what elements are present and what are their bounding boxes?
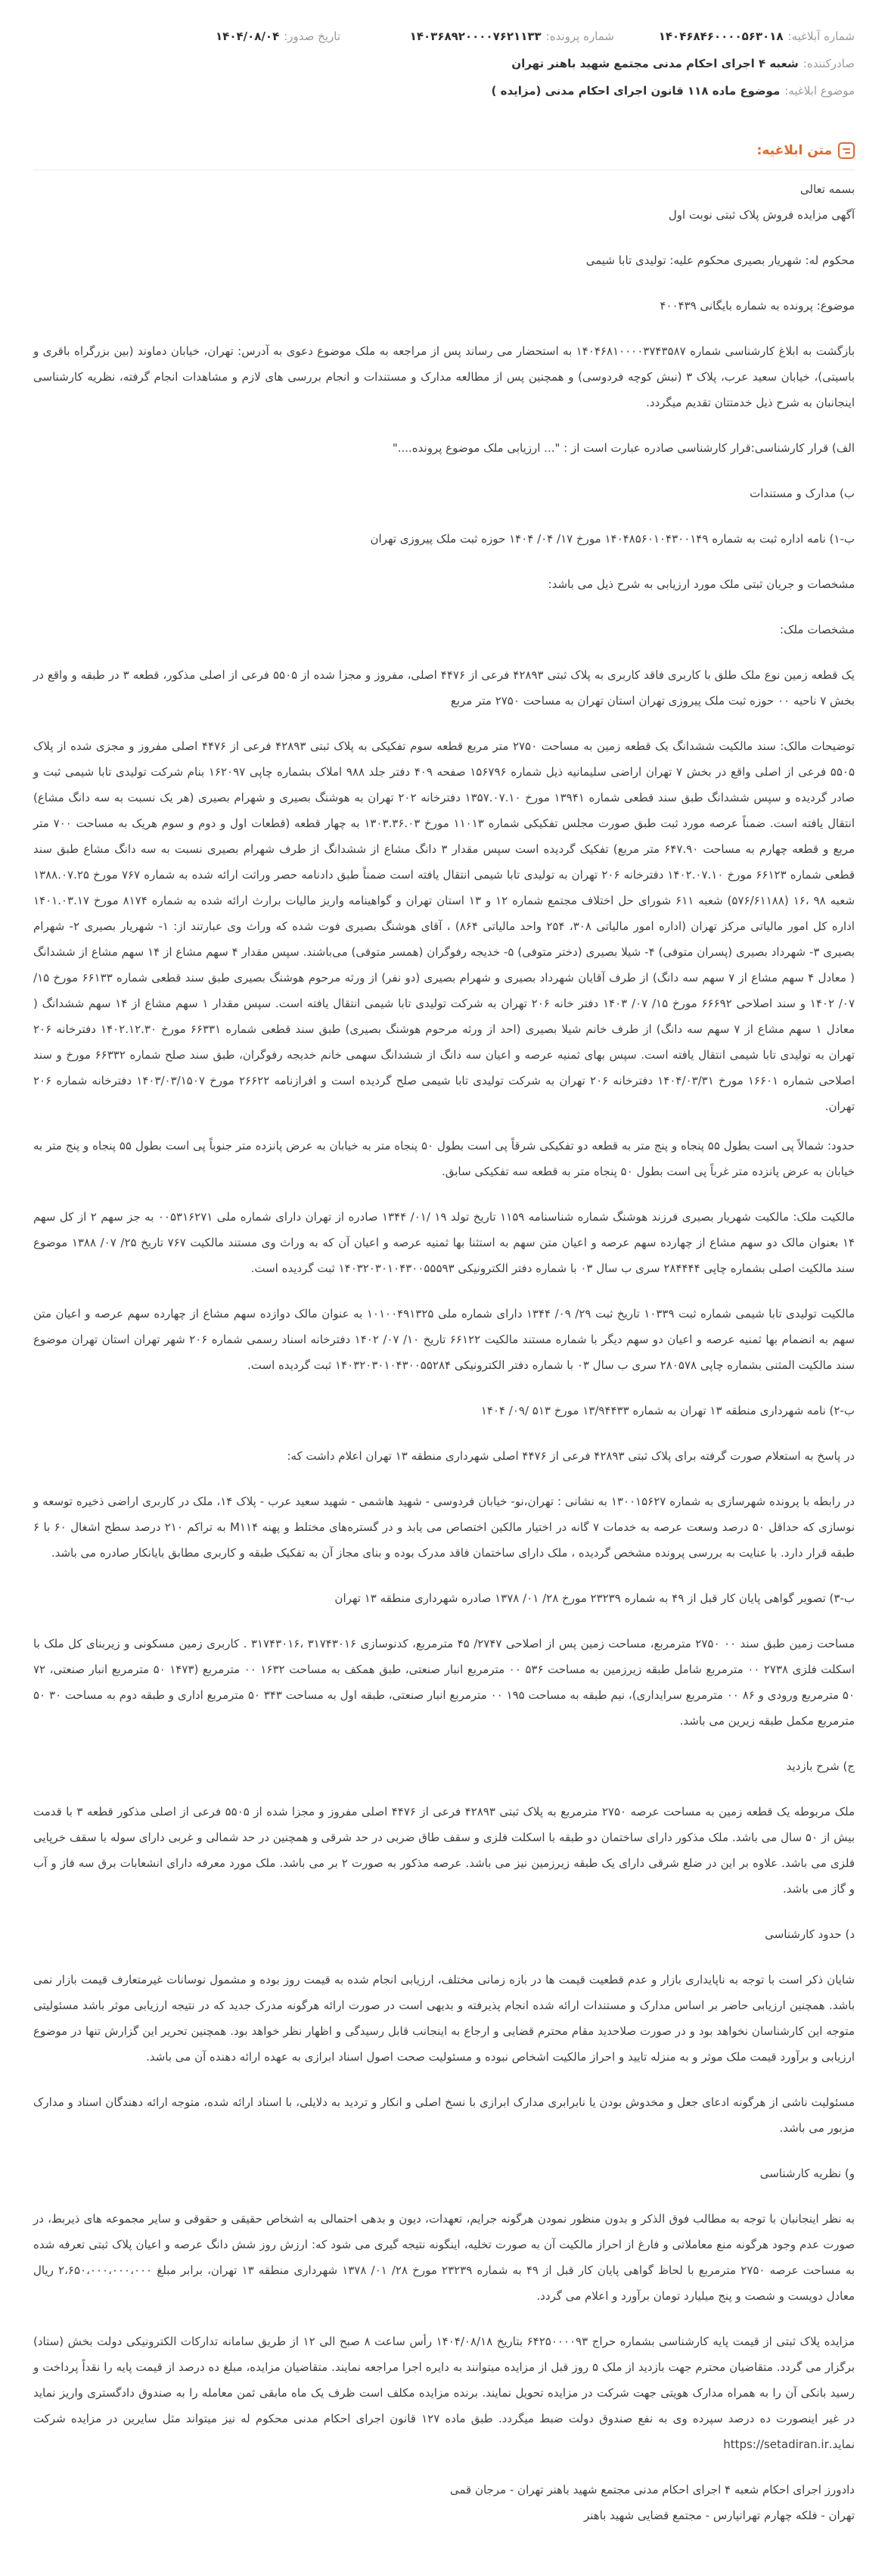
paragraph-owner-description: توضیحات مالک: سند مالکیت ششدانگ یک قطعه زمین به مساحت ۲۷۵۰ متر مربع قطعه سوم تفکیکی به پلاک ثبتی ۴۲۸۹۳ فرعی از ۴۴۷۶ اصلی مفروز و مجزی شده از پلاک ۵۵۰۵ فرعی از اصلی واقع در بخش ۷ تهران اراضی سلیمانیه ذیل شماره ۱۵۶۷۹۶ صفحه ۴۰۹ دفتر جلد ۹۸۸ املاک بشماره چاپی ۱۶۲۰۹۷ بنام شرکت تولیدی تابا شیمی ثبت و صادر گردیده و سپس ششدانگ طبق سند قطعی شماره ۱۳۹۴۱ مورخ ۱۳۵۷.۰۷.۱۰ دفترخانه ۲۰۲ تهران به هوشنگ بصیری و شهرام بصیری (هر یک نسبت به سه دانگ مشاع) انتقال یافته است. ضمناً عرصه مورد ثبت طبق صورت مجلس تفکیکی شماره ۱۱۰۱۳ مورخ ۱۳۰۳.۳۶.۰۳ به چهار قطعه (قطعات اول و دوم و سوم هریک به مساحت ۷۰۰ متر مربع و قطعه چهارم به مساحت ۶۴۷.۹۰ متر مربع) تفکیک گردیده است سپس مقدار ۳ دانگ مشاع از ششدانگ از طرف شهرام بصیری نسبت به سه دانگ مشاع طبق سند قطعی شماره ۶۶۱۲۳ مورخ ۱۴۰۲.۰۷.۱۰ دفترخانه ۲۰۶ تهران به تولیدی تابا شیمی انتقال یافته است ضمناً طبق دادنامه حصر وراثت ارائه شده به شماره ۷۶۷ مورخ ۱۳۸۸.۰۷.۲۵ شعبه ۹۸ ،۱۶ (۵۷۶/۶۱۱۸۸) شعبه ۶۱۱ شورای حل اختلاف مجتمع شماره ۱۲ و ۱۳ استان تهران و گواهینامه واریز مالیات برارث ارائه شده به شماره ۸۱۷۴ مورخ ۱۴۰۱.۰۳.۱۷ اداره کل امور مالیاتی مرکز تهران (اداره امور مالیاتی ۳۰۸، ۲۵۴ واحد مالیاتی ۸۶۴) ، آقای هوشنگ بصیری فوت شده که وراث وی عبارتند از: ۱- شهریار بصیری ۲- شهرام بصیری ۳- شهرداد بصیری (پسران متوفی) ۴- شیلا بصیری (دختر متوفی) ۵- خدیجه رفوگران (همسر متوفی) می‌باشند. سپس مقدار ۴ سهم مشاع از ۱۴ سهم مشاع از ششدانگ ( معادل ۴ سهم مشاع از ۷ سهم سه دانگ) از طرف آقایان شهرداد بصیری و شهرام بصیری (دو نفر) از ورثه مرحوم هوشنگ بصیری طبق سند قطعی شماره ۶۶۱۳۳ مورخ ۱۵/ ۰۷/ ۱۴۰۲ و سند اصلاحی ۶۶۶۹۲ مورخ ۱۵/ ۰۷/ ۱۴۰۳ دفتر خانه ۲۰۶ تهران به شرکت تولیدی تابا شیمی انتقال یافته است. سپس مقدار ۱ سهم مشاع از ۱۴ سهم ششدانگ ( معادل ۱ سهم مشاع از ۷ سهم سه دانگ) از طرف خانم شیلا بصیری (احد از ورثه مرحوم هوشنگ بصیری) طبق سند قطعی شماره ۶۶۳۳۱ مورخ ۱۴۰۲.۱۲.۳۰ دفترخانه ۲۰۶ تهران به تولیدی تابا شیمی انتقال یافته است. سپس بهای ثمنیه عرصه و اعیان سه دانگ از ششدانگ سهمی خانم خدیجه رفوگران، طبق سند صلح شماره ۶۶۳۳۲ مورخ و سند اصلاحی شماره ۱۶۶۰۱ مورخ ۱۴۰۴/۰۳/۳۱ دفترخانه ۲۰۶ تهران به شرکت تولیدی تابا شیمی صلح گردیده است و افرازنامه ۲۶۶۲۲ مورخ ۱۴۰۳/۰۳/۱۵۰۷ دفترخانه شماره ۲۰۶ تهران.: [33, 739, 855, 1113]
paragraph-property-specs: یک قطعه زمین نوع ملک طلق با کاربری فاقد کاربری به پلاک ثبتی ۴۲۸۹۳ فرعی از ۴۴۷۶ اصلی، مفروز و مجزا شده از ۵۵۰۵ فرعی از اصلی مذکور، قطعه ۳ در طبقه و واقع در بخش ۷ ناحیه ۰۰ حوزه ثبت ملک پیروزی تهران استان تهران به مساحت ۲۷۵۰ متر مربع: [33, 668, 855, 708]
paragraph-section-dal: د) حدود کارشناسی: [765, 1927, 855, 1941]
paragraph-parties: محکوم له: شهریار بصیری محکوم علیه: تولیدی تابا شیمی: [585, 254, 855, 267]
issuer-label: صادرکننده:: [803, 57, 855, 70]
issue-date: [216, 30, 340, 43]
paragraph-section-vav: و) نظریه کارشناسی: [759, 2167, 855, 2180]
paragraph-municipality-response: در پاسخ به استعلام صورت گرفته برای پلاک ثبتی ۴۲۸۹۳ فرعی از ۴۴۷۶ اصلی شهرداری منطقه ۱۳ تهران اعلام داشت که:: [287, 1449, 855, 1463]
notice-meta: [0, 0, 888, 104]
paragraph-case-subject: موضوع: پرونده به شماره بایگانی ۴۰۰۴۳۹: [660, 299, 855, 313]
paragraph-ownership-1: مالکیت ملک: مالکیت شهریار بصیری فرزند هوشنگ شماره شناسنامه ۱۱۵۹ تاریخ تولد ۱۹ /۰۱/ ۱۳۴۴ صادره از تهران دارای شماره ملی ۰۰۵۳۱۶۲۷۱ به جز سهم ۲ از کل سهم ۱۴ بعنوان مالک دو سهم مشاع از چهارده سهم عرصه و اعیان متن سهم به استثنا بها ثمنیه عرصه و اعیان آن که به وراث وی مستند مالکیت ۷۶۷ تاریخ ۲۵/ ۰۷/ ۱۳۸۸ موضوع سند مالکیت اصلی بشماره چاپی ۲۸۴۴۴۴ سری ب سال ۰۳ با شماره دفتر الکترونیکی ۱۴۰۳۲۰۳۰۱۰۴۳۰۰۵۵۵۹۳ ثبت گردیده است.: [33, 1210, 855, 1275]
notice-number-value: ۱۴۰۴۶۸۴۶۰۰۰۰۵۶۳۰۱۸: [658, 30, 784, 43]
notice-number-label: شماره آبلاغیه:: [787, 30, 855, 43]
paragraph-areas: مساحت زمین طبق سند ۰۰ ۲۷۵۰ مترمربع، مساحت زمین پس از اصلاحی ۲۷۴۷/ ۴۵ مترمربع، کدنوسازی ۳۱۷۴۳۰۱۶ ،۳۱۷۴۳۰۱۶ . کاربری زمین مسکونی و زیربنای کل ملک با اسکلت فلزی ۲۷۳۸ ۰۰ مترمربع شامل طبقه زیرزمین به مساحت ۵۳۶ ۰۰ مترمربع انبار صنعتی، طبق همکف به مساحت ۱۶۳۲ ۰۰ مترمربع (۱۴۷۳ ۵۰ مترمربع انبار صنعتی، ۷۲ ۵۰ مترمربع ورودی و ۸۶ ۰۰ مترمربع سرایداری)، نیم طبقه به مساحت ۱۹۵ ۰۰ مترمربع انبار صنعتی، طبقه اول به مساحت ۳۴۳ ۵۰ مترمربع اداری و طبقه دوم به مساحت ۳۰ ۵۰ مترمربع مکمل طبقه زیرین می باشد.: [33, 1637, 855, 1728]
paragraph-section-jim: ج) شرح بازدید: [786, 1759, 855, 1773]
paragraph-signatory: دادورز اجرای احکام شعبه ۴ اجرای احکام مدنی مجتمع شهید باهنر تهران - مرجان قمی: [449, 2483, 855, 2497]
paragraph-bismillah: بسمه تعالی: [800, 182, 855, 196]
issuer: [33, 50, 855, 77]
notice-subject-value: موضوع ماده ۱۱۸ قانون اجرای احکام مدنی (مزایده ): [491, 84, 781, 98]
notice-icon: [838, 142, 855, 159]
notice-text-heading: [33, 139, 855, 162]
notice-body: [0, 170, 888, 2528]
paragraph-ownership-2: مالکیت تولیدی تابا شیمی شماره ثبت ۱۰۳۳۹ تاریخ ثبت ۲۹/ ۰۹/ ۱۳۴۴ دارای شماره ملی ۱۰۱۰۰۴۹۱۳۲۵ به عنوان مالک دوازده سهم مشاع از چهارده سهم عرصه و اعیان متن سهم به انضمام بها ثمنیه عرصه و اعیان دو سهم دیگر با شماره مستند مالکیت ۶۶۱۲۲ تاریخ ۱۰/ ۰۷/ ۱۴۰۲ دفترخانه اسناد رسمی شماره ۲۰۶ شهر تهران استان تهران موضوع سند مالکیت المثنی بشماره چاپی ۲۸۰۵۷۸ سری ب سال ۰۳ با شماره دفتر الکترونیکی ۱۴۰۳۲۰۳۰۱۰۴۳۰۰۵۵۲۸۴ ثبت گردیده است.: [33, 1307, 855, 1372]
meta-top-row: [33, 23, 855, 50]
paragraph-liability: مسئولیت ناشی از هرگونه ادعای جعل و مخدوش بودن یا نابرابری مدارک ابرازی با نسخ اصلی و انکار و تردید به دلایلی، با اسناد ارائه شده، متوجه ارائه دهندگان اسناد و مدارک مزبور می باشد.: [33, 2095, 855, 2135]
paragraph-auction-title: آگهی مزایده فروش پلاک ثبتی نوبت اول: [668, 208, 855, 222]
paragraph-property-specs-heading: مشخصات ملک:: [779, 623, 855, 636]
paragraph-address: تهران - فلکه چهارم تهرانپارس - مجتمع قضایی شهید باهنر: [583, 2509, 855, 2522]
case-number-label: شماره پرونده:: [545, 30, 614, 43]
paragraph-section-alef: الف) قرار کارشناسی:قرار کارشناسی صادره عبارت است از : "... ارزیابی ملک موضوع پرونده....": [392, 441, 855, 455]
paragraph-visit-description: ملک مربوطه یک قطعه زمین به مساحت عرصه ۲۷۵۰ مترمربع به پلاک ثبتی ۴۲۸۹۳ فرعی از ۴۴۷۶ اصلی مفروز و مجزا شده از ۵۵۰۵ فرعی از اصلی مذکور قطعه ۳ با قدمت بیش از ۵۰ سال می باشد. ملک مذکور دارای ساختمان دو طبقه با اسکلت فلزی و سقف طاق ضربی در حد شرقی و همچنین در حد شمالی و غربی دارای سوله با سقف خرپایی فلزی می باشد. علاوه بر این در ضلع شرقی دارای یک طبقه زیرزمین نیز می باشد. عرصه مذکور به صورت ۲ بر می باشد. ملک مورد معرفه دارای انشعابات برق سه فاز و آب و گاز می باشد.: [33, 1805, 855, 1896]
paragraph-section-be: ب) مدارک و مستندات: [750, 487, 855, 500]
paragraph-be-2: ب-۲) نامه شهرداری منطقه ۱۳ تهران به شماره ۱۳/۹۴۴۳۳ مورخ ۵۱۳ /۰۹/ ۱۴۰۴: [480, 1404, 855, 1417]
notice-number: [614, 30, 855, 43]
section-title: متن ابلاغیه:: [756, 143, 832, 158]
paragraph-expert-opinion: به نظر اینجانبان با توجه به مطالب فوق الذکر و بدون منظور نمودن هرگونه جرایم، تعهدات، دیون و بدهی احتمالی به اشخاص حقیقی و حقوقی و سایر مجموعه های ذیربط، در صورت عدم وجود هرگونه منع معاملاتی و فارغ از احراز مالکیت آن به صورت تخلیه، اینگونه نتیجه گیری می شود که: ارزش روز شش دانگ عرصه و اعیان پلاک ثبتی تعرفه شده به مساحت عرصه ۲۷۵۰ مترمربع با لحاظ گواهی پایان کار قبل از ۴۹ به شماره ۲۳۲۳۹ مورخ ۲۸/ ۰۱/ ۱۳۷۸ شهرداری منطقه ۱۳ تهران، برابر مبلغ ۲،۶۵۰،۰۰۰،۰۰۰،۰۰۰ ریال معادل دویست و شصت و پنج میلیارد تومان برآورد و اعلام می گردد.: [33, 2212, 855, 2303]
case-number: [340, 30, 614, 43]
case-number-value: ۱۴۰۳۶۸۹۲۰۰۰۰۷۶۲۱۱۳۳: [409, 30, 542, 43]
issue-date-label: تاریخ صدور:: [284, 30, 340, 43]
paragraph-limits: شایان ذکر است با توجه به ناپایداری بازار و عدم قطعیت قیمت ها در بازه زمانی مختلف، ارزیابی انجام شده به قیمت روز بوده و مشمول نوسانات غیرمتعارف قیمت بازار نمی باشد. همچنین ارزیابی حاضر بر اساس مدارک و مستندات ارائه شده انجام پذیرفته و بدیهی است در صورت ارائه هرگونه مدرک جدید که در نتیجه ارزیابی موثر باشد مسئولیتی متوجه این کارشناسان نخواهد بود و در صورت صلاحدید مقام محترم قضایی و ارجاع به اینجانب قابل رسیدگی و اظهار نظر خواهد بود. همچنین تحریر این گزارش تنها در موضوع ارزیابی و برآورد قیمت ملک موثر و به منزله تایید و احراز مالکیت اشخاص نبوده و مسئولیت صحت اصول اسناد ابرازی به عهده ارائه دهنده آن می باشد.: [33, 1973, 855, 2064]
paragraph-auction-terms: مزایده پلاک ثبتی از قیمت پایه کارشناسی بشماره حراج ۶۴۲۵۰۰۰۰۹۳ بتاریخ ۱۴۰۴/۰۸/۱۸ رأس ساعت ۸ صبح الی ۱۲ از طریق سامانه تدارکات الکترونیکی دولت بخش (ستاد) برگزار می گردد. متقاضیان محترم جهت بازدید از ملک ۵ روز قبل از مزایده میتوانند به دایره اجرا مراجعه نمایند. متقاضیان مزایده، مبلغ ده درصد از قیمت پایه را نقداً پرداخت و رسید بانکی آن را به همراه مدارک هویتی جهت شرکت در مزایده تحویل نمایند. برنده مزایده مکلف است ظرف یک ماه مابقی ثمن معامله را به صندوق دادگستری واریز نماید در غیر اینصورت ده درصد سپرده وی به نفع صندوق دولت ضبط میگردد. طبق ماده ۱۲۷ قانون اجرای احکام مدنی محکوم له نیز میتواند مثل سایرین در مزایده شرکت نماید.https://setadiran.ir: [33, 2335, 855, 2451]
paragraph-boundaries: حدود: شمالاً پی است بطول ۵۵ پنجاه و پنج متر به قطعه دو تفکیکی شرقاً پی است بطول ۵۰ پنجاه متر به خیابان به عرض پانزده متر جنوباً پی است بطول ۵۵ پنجاه و پنج متر به خیابان به عرض پانزده متر غرباً پی است بطول ۵۰ پنجاه متر به قطعه سه تفکیکی سابق.: [33, 1139, 855, 1178]
paragraph-be-1: ب-۱) نامه اداره ثبت به شماره ۱۴۰۴۸۵۶۰۱۰۴۳۰۰۱۴۹ مورخ ۱۷/ ۰۴/ ۱۴۰۴ حوزه ثبت ملک پیروزی تهران: [370, 532, 855, 546]
paragraph-registration-intro: مشخصات و جریان ثبتی ملک مورد ارزیابی به شرح ذیل می باشد:: [548, 577, 855, 591]
issuer-value: شعبه ۴ اجرای احکام مدنی مجتمع شهید باهنر تهران: [511, 57, 799, 70]
issue-date-value: ۱۴۰۴/۰۸/۰۴: [216, 30, 280, 43]
paragraph-intro: بازگشت به ابلاغ کارشناسی شماره ۱۴۰۴۶۸۱۰۰۰۰۳۷۴۳۵۸۷ به استحضار می رساند پس از مراجعه به ملک موضوع دعوی به آدرس: تهران، خیابان دماوند (بین بزرگراه باقری و باسیتی)، خیابان سعید عرب، پلاک ۳ (نبش کوچه فردوسی) و همچنین پس از مطالعه مدارک و مستندات و انجام بررسی های لازم و مشاهدات انجام گرفته، نظریه کارشناسی اینجانبان به شرح ذیل خدمتتان تقدیم میگردد.: [33, 344, 855, 409]
notice-subject: [33, 77, 855, 104]
notice-subject-label: موضوع ابلاغیه:: [784, 84, 855, 98]
paragraph-urban-file: در رابطه با پرونده شهرسازی به شماره ۱۳۰۰۱۵۶۲۷ به نشانی : تهران،نو- خیابان فردوسی - شهید هاشمی - شهید سعید عرب - پلاک ۱۴، ملک در کاربری اراضی ذخیره توسعه و نوسازی که حداقل ۵۰ درصد وسعت عرصه به خدمات ۷ گانه در اختیار مالکین اختصاص می یابد و در گستره‌های مختلط و پهنه M۱۱۴ به تراکم ۲۱۰ درصد سطح اشغال ۶۰ با ۶ طبقه قرار دارد. با عنایت به بررسی پرونده مشخص گردیده ، ملک دارای ساختمان فاقد مدرک بوده و بنای مجاز آن به تفکیک طبقه و کاربری مطابق بایانکار صادره می باشد.: [33, 1495, 855, 1560]
paragraph-be-3: ب-۳) تصویر گواهی پایان کار قبل از ۴۹ به شماره ۲۳۲۳۹ مورخ ۲۸/ ۰۱/ ۱۳۷۸ صادره شهرداری منطقه ۱۳ تهران: [334, 1591, 855, 1605]
